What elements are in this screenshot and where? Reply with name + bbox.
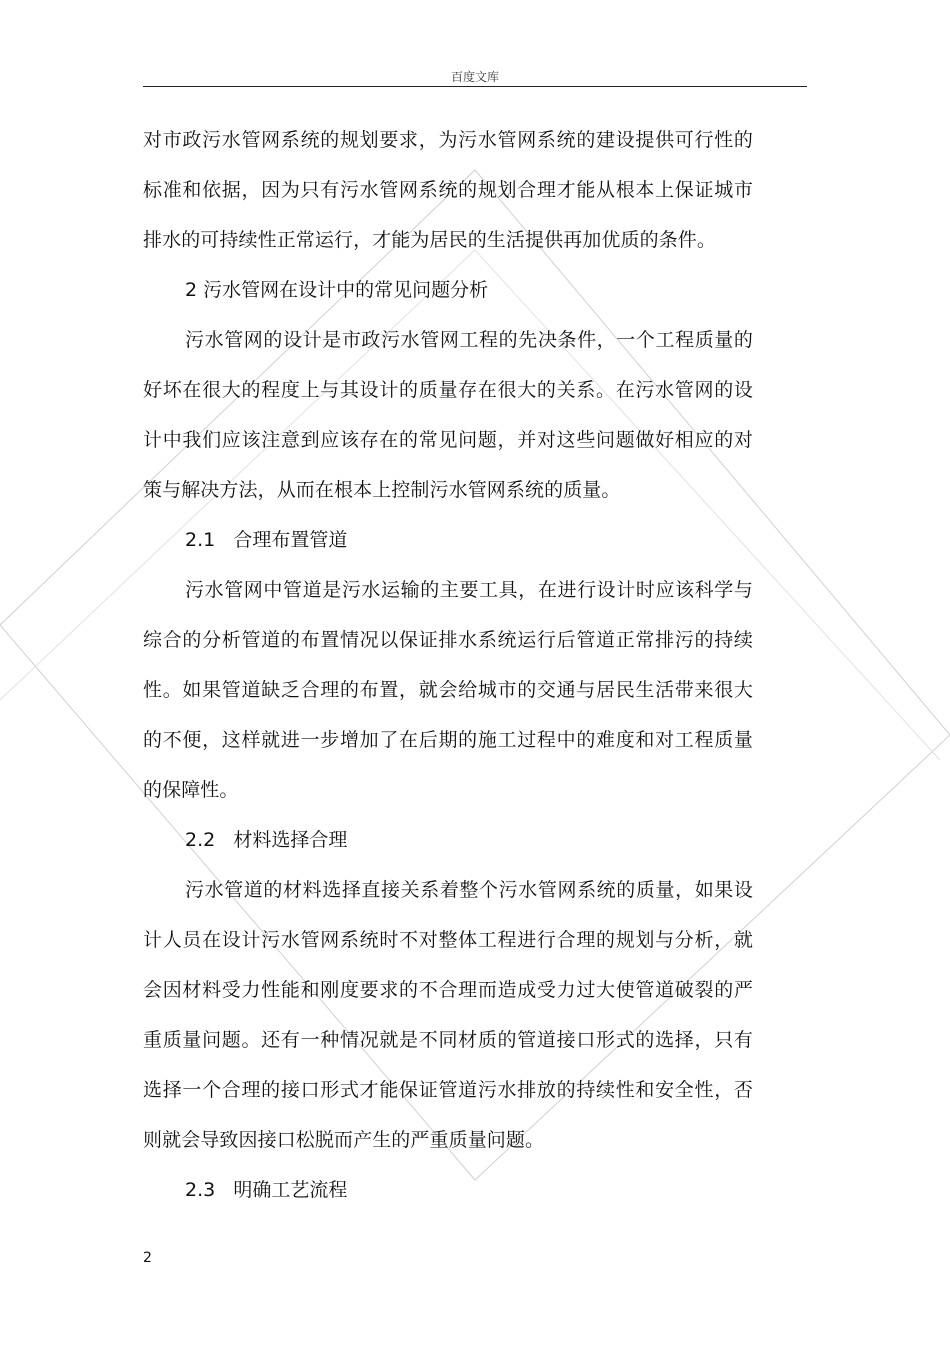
section-title: 材料选择合理 bbox=[233, 829, 348, 851]
section-number: 2 bbox=[185, 279, 198, 301]
section-number: 2.2 bbox=[185, 829, 216, 851]
section-title: 合理布置管道 bbox=[233, 529, 348, 551]
header-divider bbox=[143, 86, 807, 87]
section-number: 2.1 bbox=[185, 529, 216, 551]
paragraph: 对市政污水管网系统的规划要求，为污水管网系统的建设提供可行性的标准和依据，因为只有污水管网系统的规划合理才能从根本上保证城市排水的可持续性正常运行，才能为居民的生活提供再加优质的条件。 bbox=[143, 129, 753, 251]
section-heading bbox=[143, 815, 753, 865]
paragraph: 污水管网的设计是市政污水管网工程的先决条件，一个工程质量的好坏在很大的程度上与其设计的质量存在很大的关系。在污水管网的设计中我们应该注意到应该存在的常见问题，并对这些问题做好相应的对策与解决方法，从而在根本上控制污水管网系统的质量。 bbox=[143, 329, 753, 501]
section-number: 2.3 bbox=[185, 1179, 216, 1201]
page-number: 2 bbox=[143, 1250, 152, 1266]
section-title: 污水管网在设计中的常见问题分析 bbox=[203, 279, 489, 301]
section-heading bbox=[143, 1165, 753, 1215]
section-heading bbox=[143, 265, 753, 315]
header-title: 百度文库 bbox=[450, 70, 499, 84]
section-title: 明确工艺流程 bbox=[233, 1179, 348, 1201]
paragraph: 污水管网中管道是污水运输的主要工具，在进行设计时应该科学与综合的分析管道的布置情况以保证排水系统运行后管道正常排污的持续性。如果管道缺乏合理的布置，就会给城市的交通与居民生活带来很大的不便，这样就进一步增加了在后期的施工过程中的难度和对工程质量的保障性。 bbox=[143, 579, 753, 801]
document-body bbox=[143, 115, 753, 1215]
section-heading bbox=[143, 515, 753, 565]
paragraph: 污水管道的材料选择直接关系着整个污水管网系统的质量，如果设计人员在设计污水管网系统时不对整体工程进行合理的规划与分析，就会因材料受力性能和刚度要求的不合理而造成受力过大使管道破裂的严重质量问题。还有一种情况就是不同材质的管道接口形式的选择，只有选择一个合理的接口形式才能保证管道污水排放的持续性和安全性，否则就会导致因接口松脱而产生的严重质量问题。 bbox=[143, 879, 753, 1151]
